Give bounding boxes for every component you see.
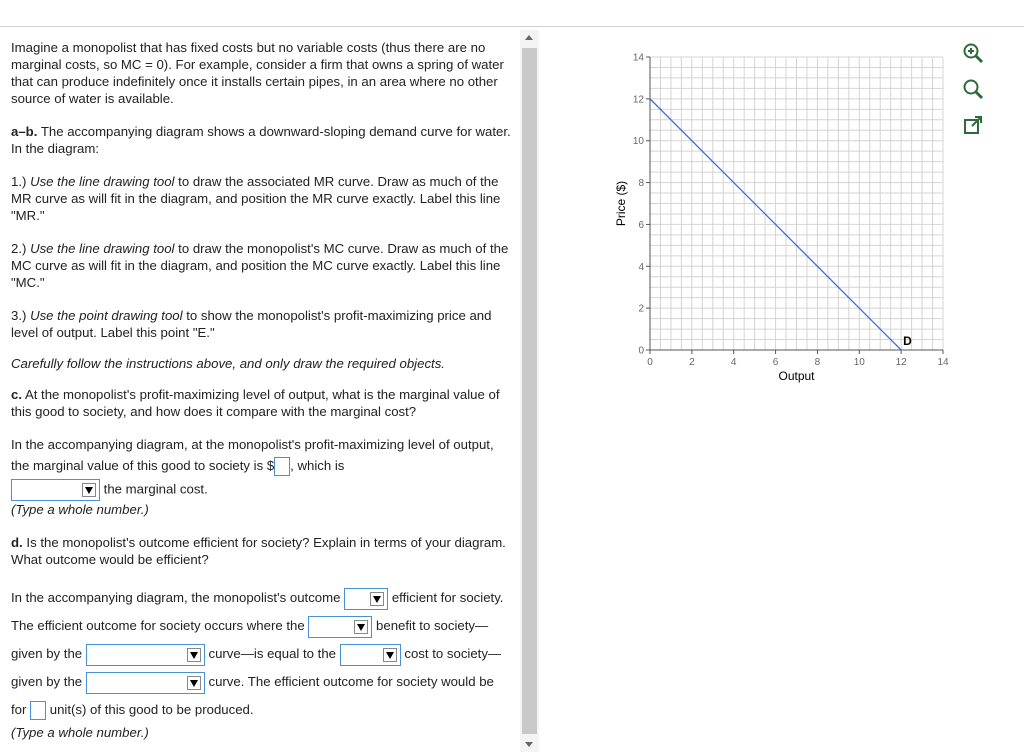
part-d-label: d. xyxy=(11,535,23,551)
part-c-text: At the monopolist's profit-maximizing level of output, what is the marginal value of this good to society, and how does it compare with the marginal cost? xyxy=(11,387,500,419)
part-d-answer xyxy=(11,584,511,724)
x-axis-label: Output xyxy=(778,369,815,383)
y-tick-label: 12 xyxy=(632,94,644,106)
d-answer-text-7: unit(s) of this good to be produced. xyxy=(49,702,254,718)
chevron-down-icon xyxy=(370,592,384,606)
marginal-value-input[interactable] xyxy=(274,457,290,476)
y-tick-label: 0 xyxy=(638,345,644,357)
step-1-text: to draw the associated MR curve. Draw as much of the MR curve as will fit in the diagram, and position the MR curve exactly. Label this line "MR." xyxy=(11,174,501,223)
scroll-up-icon[interactable] xyxy=(525,35,533,40)
d-answer-text-6: curve. The efficient outcome for society would be for xyxy=(11,674,494,718)
chevron-down-icon xyxy=(187,648,201,662)
demand-graph[interactable] xyxy=(590,40,960,400)
cost-type-dropdown[interactable] xyxy=(340,644,401,666)
d-answer-text-5: cost to society—given by the xyxy=(11,646,502,690)
d-answer-text-1: In the accompanying diagram, the monopolist's outcome xyxy=(11,590,341,606)
chevron-down-icon xyxy=(383,648,397,662)
c-answer-text-1: In the accompanying diagram, at the monopolist's profit-maximizing level of output, the marginal value of this good to society is $ xyxy=(11,437,494,473)
demand-curve-label: D xyxy=(903,334,912,348)
step-2-num: 2.) xyxy=(11,241,27,256)
popout-icon xyxy=(962,114,984,136)
popout-button[interactable] xyxy=(960,112,986,138)
x-tick-label: 4 xyxy=(730,357,737,368)
x-tick-label: 0 xyxy=(647,357,653,368)
y-tick-label: 10 xyxy=(632,136,644,148)
part-ab-label: a–b. xyxy=(11,124,38,139)
c-answer-text-2: , which is xyxy=(290,458,345,473)
part-c-answer xyxy=(11,434,511,476)
scrollbar-thumb[interactable] xyxy=(522,48,537,734)
step-3-text: to show the monopolist's profit-maximizing price and level of output. Label this point "E." xyxy=(11,308,492,340)
y-axis-label: Price ($) xyxy=(614,180,628,227)
x-tick-label: 10 xyxy=(853,357,865,368)
question-panel xyxy=(11,39,511,741)
c-answer-text-3: the marginal cost. xyxy=(103,481,208,497)
y-tick-label: 14 xyxy=(632,52,644,64)
compare-dropdown[interactable] xyxy=(11,479,100,501)
y-tick-label: 6 xyxy=(638,219,644,231)
graph-grid xyxy=(650,57,943,350)
cost-curve-dropdown[interactable] xyxy=(86,672,205,694)
y-tick-label: 4 xyxy=(638,261,644,273)
step-1-tool: Use the line drawing tool xyxy=(30,174,175,189)
step-3 xyxy=(11,307,511,341)
part-c-label: c. xyxy=(11,387,22,402)
careful-note: Carefully follow the instructions above, and only draw the required objects. xyxy=(11,356,445,371)
chevron-down-icon xyxy=(187,676,201,690)
part-d-text: Is the monopolist's outcome efficient for society? Explain in terms of your diagram. What outcome would be efficient? xyxy=(11,535,506,568)
question-scrollbar[interactable] xyxy=(520,30,539,752)
type-whole-note: (Type a whole number.) xyxy=(11,502,149,518)
chevron-down-icon xyxy=(82,483,96,497)
part-ab-text: The accompanying diagram shows a downward-sloping demand curve for water. In the diagram: xyxy=(11,124,511,156)
x-tick-label: 14 xyxy=(937,357,949,368)
step-3-num: 3.) xyxy=(11,308,27,323)
step-1 xyxy=(11,173,511,224)
step-1-num: 1.) xyxy=(11,174,27,189)
zoom-in-icon xyxy=(962,42,984,64)
d-answer-text-4: curve—is equal to the xyxy=(208,646,337,662)
type-whole-note-2: (Type a whole number.) xyxy=(11,725,149,741)
part-c xyxy=(11,386,511,420)
zoom-out-button[interactable] xyxy=(960,76,986,102)
part-ab xyxy=(11,123,511,157)
benefit-curve-dropdown[interactable] xyxy=(86,644,205,666)
benefit-type-dropdown[interactable] xyxy=(308,616,372,638)
scroll-down-icon[interactable] xyxy=(525,742,533,747)
d-answer-text-3: benefit to society—given by the xyxy=(11,618,489,662)
step-2-tool: Use the line drawing tool xyxy=(30,241,175,256)
x-tick-label: 8 xyxy=(814,357,821,368)
top-divider xyxy=(0,26,1024,27)
d-answer-text-2: efficient for society. The efficient outcome for society occurs where the xyxy=(11,590,504,634)
y-tick-label: 8 xyxy=(638,178,644,190)
zoom-out-icon xyxy=(962,78,984,100)
efficient-dropdown[interactable] xyxy=(344,588,388,610)
efficient-units-input[interactable] xyxy=(30,701,46,720)
x-tick-label: 2 xyxy=(689,357,695,368)
x-tick-label: 6 xyxy=(772,357,779,368)
y-tick-label: 2 xyxy=(638,303,644,315)
part-c-compare xyxy=(11,479,511,501)
step-3-tool: Use the point drawing tool xyxy=(30,308,183,323)
part-d xyxy=(11,534,511,568)
step-2 xyxy=(11,240,511,291)
graph-toolbar xyxy=(960,40,990,148)
step-2-text: to draw the monopolist's MC curve. Draw as much of the MC curve as will fit in the diagram, and position the MC curve exactly. Label this line "MC." xyxy=(11,241,509,290)
zoom-in-button[interactable] xyxy=(960,40,986,66)
intro-text: Imagine a monopolist that has fixed costs but no variable costs (thus there are no marginal costs, so MC = 0). For example, consider a firm that owns a spring of water that can produce indefinitely once it installs certain pipes, in an area where no other source of water is available. xyxy=(11,40,504,106)
chevron-down-icon xyxy=(354,620,368,634)
x-tick-label: 12 xyxy=(895,357,907,368)
